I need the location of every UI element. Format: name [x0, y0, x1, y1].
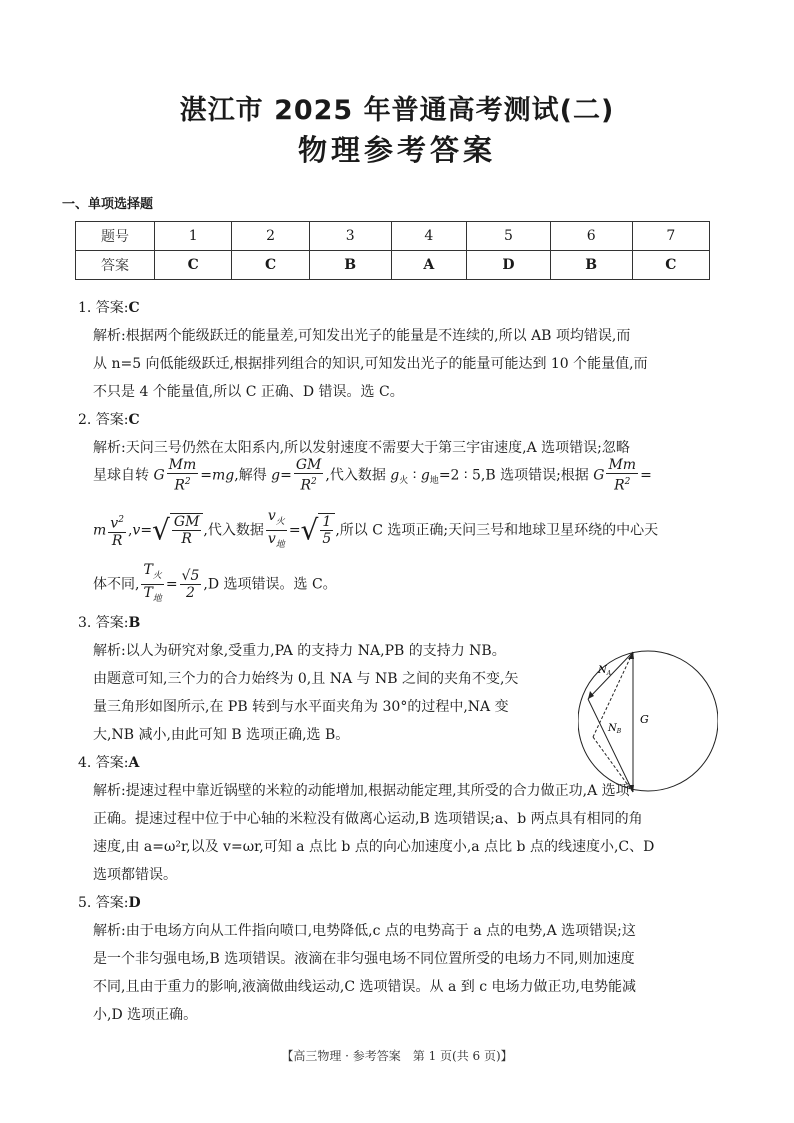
- question-4-line: 选项都错误。: [93, 867, 177, 883]
- table-cell: B: [309, 251, 391, 280]
- answer-label: 3. 答案:: [78, 615, 129, 631]
- text-fragment: ,D 选项错误。选 C。: [203, 576, 337, 593]
- answer-label: 5. 答案:: [78, 895, 129, 911]
- fraction: $\frac{Mm}{R^2}$: [608, 457, 637, 494]
- table-cell: 4: [391, 222, 467, 251]
- table-cell: 5: [467, 222, 551, 251]
- question-1-line: 解析:根据两个能级跃迁的能量差,可知发出光子的能量是不连续的,所以 AB 项均错误,而: [93, 328, 631, 344]
- fraction: $\frac{Mm}{R^2}$: [168, 457, 197, 494]
- question-5-line: 解析:由于电场方向从工件指向喷口,电势降低,c 点的电势高于 a 点的电势,A 选项错误;这: [93, 923, 636, 939]
- page-footer: 【高三物理 · 参考答案 第 1 页(共 6 页)】: [281, 1049, 513, 1063]
- question-2-formula-line: 星球自转 G $\frac{Mm}{R^2}$ =mg,解得 g= $\frac{GM}{R^2}$ ,代入数据 $g_火$ ∶ $g_地=2$ ∶ 5,B 选项错误;根据 G $\frac{Mm}{R^2}$ =: [93, 457, 652, 494]
- label-g: G: [640, 713, 649, 726]
- fraction: $\frac{GM}{R^2}$: [295, 457, 322, 494]
- question-4-answer: [78, 752, 139, 772]
- fraction: $\frac{v_火}{v_地}$: [267, 508, 285, 550]
- answer-value: D: [128, 895, 141, 911]
- row-label: 题号: [76, 222, 155, 251]
- question-4-line: 速度,由 a=ω²r,以及 v=ωr,可知 a 点比 b 点的向心加速度小,a 点比 b 点的线速度小,C、D: [93, 839, 655, 855]
- question-2-answer: [78, 409, 140, 429]
- table-cell: C: [232, 251, 309, 280]
- table-cell: 7: [632, 222, 709, 251]
- question-3-line: 解析:以人为研究对象,受重力,PA 的支持力 NA,PB 的支持力 NB。: [93, 643, 506, 659]
- document-title: 湛江市 2025 年普通高考测试(二): [179, 95, 615, 126]
- text-fragment: ,解得: [234, 467, 267, 484]
- question-3-answer: [78, 612, 140, 632]
- answer-value: A: [128, 755, 140, 771]
- document-subtitle: 物理参考答案: [297, 133, 496, 167]
- table-cell: 2: [232, 222, 309, 251]
- table-cell: B: [550, 251, 632, 280]
- text-fragment: ,代入数据: [325, 467, 386, 484]
- question-3-line: 量三角形如图所示,在 PB 转到与水平面夹角为 30°的过程中,NA 变: [93, 699, 509, 715]
- answer-value: C: [128, 300, 140, 316]
- question-5-line: 小,D 选项正确。: [93, 1007, 198, 1023]
- question-4-line: 正确。提速过程中位于中心轴的米粒没有做离心运动,B 选项错误;a、b 两点具有相同的角: [93, 811, 643, 827]
- fraction: $\frac{v^2}{R}$: [108, 512, 126, 549]
- text-fragment: =2 ∶ 5,B 选项错误;根据: [438, 467, 589, 484]
- nb-vector: [588, 699, 633, 792]
- answer-label: 1. 答案:: [78, 300, 129, 316]
- table-row-answers: [76, 251, 710, 280]
- question-1-answer: [78, 297, 140, 317]
- answer-label: 4. 答案:: [78, 755, 129, 771]
- table-cell: A: [391, 251, 467, 280]
- question-5-answer: [78, 892, 141, 912]
- table-row-numbers: [76, 222, 710, 251]
- label-na: $N_A$: [598, 665, 612, 677]
- question-5-line: 是一个非匀强电场,B 选项错误。液滴在非匀强电场不同位置所受的电场力不同,则加速度: [93, 951, 635, 967]
- label-nb: $N_B$: [608, 723, 622, 735]
- table-cell: 6: [550, 222, 632, 251]
- table-cell: 3: [309, 222, 391, 251]
- text-fragment: ,代入数据: [203, 522, 264, 539]
- table-cell: 1: [155, 222, 232, 251]
- question-2-formula-line: m $\frac{v^2}{R}$ ,v=√ $\frac{GM}{R}$ ,代入数据 $\frac{v_火}{v_地}$ =√ $\frac{1}{5}$ ,所以 C 选项正确;天问三号和地球卫星环绕的中心天: [93, 508, 748, 553]
- question-4-line: 解析:提速过程中靠近锅壁的米粒的动能增加,根据动能定理,其所受的合力做正功,A 选项: [93, 783, 630, 799]
- row-label: 答案: [76, 251, 155, 280]
- answer-label: 2. 答案:: [78, 412, 129, 428]
- fraction: $\frac{T_火}{T_地}$: [143, 562, 162, 604]
- square-root: √ $\frac{GM}{R}$: [152, 513, 203, 547]
- text-fragment: ,所以 C 选项正确;天问三号和地球卫星环绕的中心天: [335, 522, 659, 539]
- question-2-formula-line: 体不同, $\frac{T_火}{T_地}$ = $\frac{√5}{2}$ ,D 选项错误。选 C。: [93, 562, 748, 607]
- table-cell: C: [632, 251, 709, 280]
- answer-table: [75, 221, 710, 280]
- question-3-line: 由题意可知,三个力的合力始终为 0,且 NA 与 NB 之间的夹角不变,矢: [93, 671, 519, 687]
- section-heading-single-choice: 一、单项选择题: [62, 197, 154, 212]
- text-fragment: ,: [127, 522, 133, 539]
- question-2-line: 解析:天问三号仍然在太阳系内,所以发射速度不需要大于第三宇宙速度,A 选项错误;忽略: [93, 440, 630, 456]
- text-fragment: 星球自转: [93, 467, 149, 484]
- answer-value: B: [128, 615, 141, 631]
- question-5-line: 不同,且由于重力的影响,液滴做曲线运动,C 选项错误。从 a 到 c 电场力做正功,电势能减: [93, 979, 636, 995]
- answer-value: C: [128, 412, 140, 428]
- question-1-line: 不只是 4 个能量值,所以 C 正确、D 错误。选 C。: [93, 384, 404, 400]
- question-3-line: 大,NB 减小,由此可知 B 选项正确,选 B。: [93, 727, 350, 743]
- table-cell: C: [155, 251, 232, 280]
- square-root: √ $\frac{1}{5}$: [301, 513, 336, 547]
- fraction: $\frac{√5}{2}$: [181, 567, 200, 601]
- text-fragment: 体不同,: [93, 576, 140, 593]
- question-1-line: 从 n=5 向低能级跃迁,根据排列组合的知识,可知发出光子的能量可能达到 10 个能量值,而: [93, 356, 648, 372]
- table-cell: D: [467, 251, 551, 280]
